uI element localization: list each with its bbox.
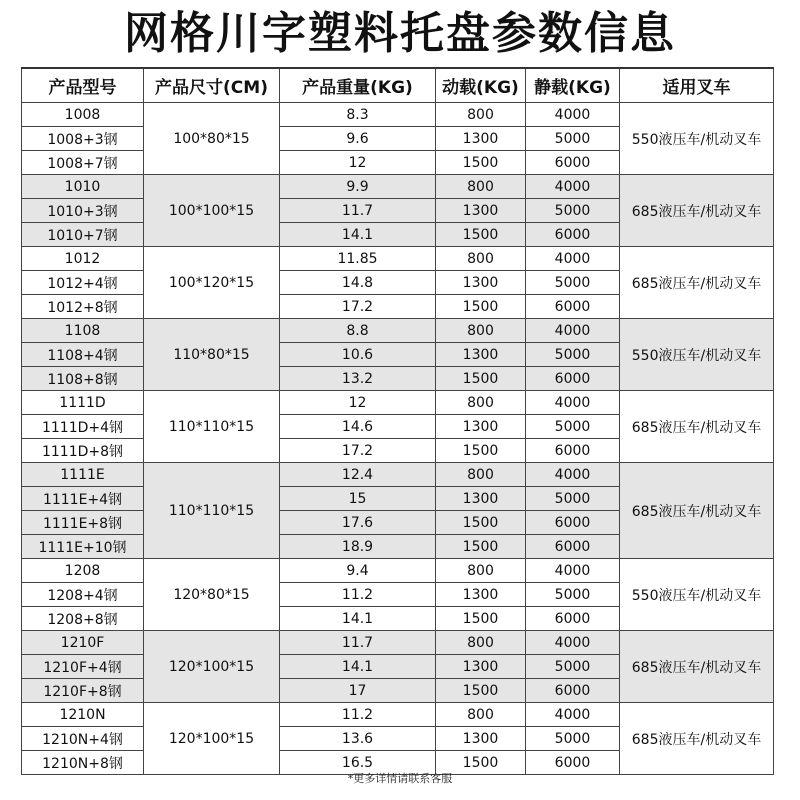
header-weight: 产品重量(KG) [280, 68, 436, 103]
table-row [22, 319, 774, 343]
cell-model: 1010+7钢 [22, 223, 144, 247]
cell-model: 1210N [22, 703, 144, 727]
cell-size: 100*80*15 [144, 103, 280, 175]
cell-weight: 18.9 [280, 535, 436, 559]
cell-model: 1012+8钢 [22, 295, 144, 319]
table-row [22, 247, 774, 271]
cell-model: 1210N+4钢 [22, 727, 144, 751]
cell-weight: 9.4 [280, 559, 436, 583]
cell-weight: 14.1 [280, 607, 436, 631]
cell-static-load: 4000 [526, 103, 620, 127]
cell-weight: 8.8 [280, 319, 436, 343]
cell-dynamic-load: 1500 [436, 679, 526, 703]
cell-static-load: 5000 [526, 127, 620, 151]
table-row [22, 631, 774, 655]
cell-weight: 17.6 [280, 511, 436, 535]
cell-size: 100*120*15 [144, 247, 280, 319]
cell-static-load: 6000 [526, 751, 620, 775]
cell-forklift: 685液压车/机动叉车 [620, 247, 774, 319]
cell-static-load: 5000 [526, 727, 620, 751]
cell-model: 1210F+4钢 [22, 655, 144, 679]
table-row [22, 559, 774, 583]
cell-weight: 10.6 [280, 343, 436, 367]
cell-dynamic-load: 1300 [436, 343, 526, 367]
cell-model: 1111D [22, 391, 144, 415]
cell-weight: 16.5 [280, 751, 436, 775]
cell-model: 1210F+8钢 [22, 679, 144, 703]
cell-dynamic-load: 1300 [436, 127, 526, 151]
table-header-row [22, 68, 774, 103]
cell-forklift: 685液压车/机动叉车 [620, 463, 774, 559]
header-forklift: 适用叉车 [620, 68, 774, 103]
cell-model: 1208+4钢 [22, 583, 144, 607]
cell-forklift: 550液压车/机动叉车 [620, 559, 774, 631]
cell-model: 1008+7钢 [22, 151, 144, 175]
cell-weight: 17 [280, 679, 436, 703]
cell-dynamic-load: 800 [436, 463, 526, 487]
cell-dynamic-load: 1300 [436, 271, 526, 295]
cell-model: 1108+4钢 [22, 343, 144, 367]
cell-size: 120*100*15 [144, 631, 280, 703]
cell-forklift: 685液压车/机动叉车 [620, 175, 774, 247]
cell-weight: 8.3 [280, 103, 436, 127]
cell-static-load: 6000 [526, 439, 620, 463]
cell-weight: 11.85 [280, 247, 436, 271]
cell-dynamic-load: 800 [436, 391, 526, 415]
cell-static-load: 6000 [526, 151, 620, 175]
cell-model: 1111E+10钢 [22, 535, 144, 559]
cell-weight: 14.6 [280, 415, 436, 439]
cell-dynamic-load: 800 [436, 631, 526, 655]
cell-static-load: 4000 [526, 463, 620, 487]
cell-model: 1010 [22, 175, 144, 199]
cell-weight: 17.2 [280, 439, 436, 463]
spec-table [21, 67, 774, 775]
cell-model: 1111E+4钢 [22, 487, 144, 511]
cell-model: 1108+8钢 [22, 367, 144, 391]
header-model: 产品型号 [22, 68, 144, 103]
cell-size: 110*80*15 [144, 319, 280, 391]
cell-model: 1008+3钢 [22, 127, 144, 151]
cell-static-load: 5000 [526, 343, 620, 367]
cell-static-load: 6000 [526, 223, 620, 247]
cell-size: 120*100*15 [144, 703, 280, 775]
cell-weight: 12.4 [280, 463, 436, 487]
cell-model: 1210F [22, 631, 144, 655]
cell-dynamic-load: 800 [436, 247, 526, 271]
cell-dynamic-load: 1500 [436, 751, 526, 775]
cell-dynamic-load: 1500 [436, 607, 526, 631]
cell-model: 1208+8钢 [22, 607, 144, 631]
cell-dynamic-load: 800 [436, 175, 526, 199]
cell-model: 1012 [22, 247, 144, 271]
cell-weight: 14.8 [280, 271, 436, 295]
cell-dynamic-load: 1300 [436, 199, 526, 223]
cell-dynamic-load: 800 [436, 319, 526, 343]
cell-forklift: 550液压车/机动叉车 [620, 319, 774, 391]
cell-static-load: 4000 [526, 703, 620, 727]
cell-dynamic-load: 1300 [436, 487, 526, 511]
cell-size: 120*80*15 [144, 559, 280, 631]
cell-weight: 12 [280, 391, 436, 415]
cell-model: 1108 [22, 319, 144, 343]
cell-static-load: 5000 [526, 583, 620, 607]
cell-dynamic-load: 800 [436, 703, 526, 727]
cell-dynamic-load: 1500 [436, 511, 526, 535]
cell-static-load: 6000 [526, 607, 620, 631]
cell-static-load: 6000 [526, 679, 620, 703]
cell-weight: 11.7 [280, 199, 436, 223]
cell-static-load: 4000 [526, 319, 620, 343]
cell-static-load: 4000 [526, 247, 620, 271]
cell-static-load: 4000 [526, 391, 620, 415]
cell-model: 1111D+8钢 [22, 439, 144, 463]
cell-weight: 17.2 [280, 295, 436, 319]
cell-model: 1111D+4钢 [22, 415, 144, 439]
cell-dynamic-load: 1300 [436, 415, 526, 439]
cell-dynamic-load: 1500 [436, 439, 526, 463]
cell-weight: 14.1 [280, 223, 436, 247]
cell-model: 1210N+8钢 [22, 751, 144, 775]
table-row [22, 175, 774, 199]
cell-static-load: 4000 [526, 175, 620, 199]
header-size: 产品尺寸(CM) [144, 68, 280, 103]
cell-static-load: 6000 [526, 367, 620, 391]
cell-weight: 13.2 [280, 367, 436, 391]
cell-static-load: 5000 [526, 487, 620, 511]
cell-weight: 11.7 [280, 631, 436, 655]
cell-model: 1111E+8钢 [22, 511, 144, 535]
cell-size: 110*110*15 [144, 463, 280, 559]
cell-static-load: 5000 [526, 415, 620, 439]
cell-static-load: 4000 [526, 559, 620, 583]
cell-static-load: 5000 [526, 655, 620, 679]
table-row [22, 703, 774, 727]
footnote: *更多详情请联系客服 [347, 772, 453, 785]
cell-forklift: 685液压车/机动叉车 [620, 703, 774, 775]
cell-dynamic-load: 800 [436, 103, 526, 127]
cell-static-load: 6000 [526, 535, 620, 559]
cell-weight: 11.2 [280, 583, 436, 607]
cell-weight: 14.1 [280, 655, 436, 679]
cell-model: 1010+3钢 [22, 199, 144, 223]
cell-dynamic-load: 1300 [436, 655, 526, 679]
cell-weight: 15 [280, 487, 436, 511]
cell-dynamic-load: 1500 [436, 151, 526, 175]
table-body [22, 103, 774, 775]
cell-dynamic-load: 1300 [436, 583, 526, 607]
cell-dynamic-load: 1500 [436, 223, 526, 247]
cell-static-load: 5000 [526, 271, 620, 295]
cell-weight: 9.6 [280, 127, 436, 151]
header-dynamic-load: 动载(KG) [436, 68, 526, 103]
cell-static-load: 6000 [526, 295, 620, 319]
header-static-load: 静载(KG) [526, 68, 620, 103]
cell-forklift: 550液压车/机动叉车 [620, 103, 774, 175]
cell-static-load: 4000 [526, 631, 620, 655]
cell-size: 100*100*15 [144, 175, 280, 247]
cell-model: 1008 [22, 103, 144, 127]
cell-static-load: 5000 [526, 199, 620, 223]
cell-model: 1012+4钢 [22, 271, 144, 295]
page-title: 网格川字塑料托盘参数信息 [124, 8, 676, 59]
cell-size: 110*110*15 [144, 391, 280, 463]
cell-weight: 9.9 [280, 175, 436, 199]
cell-forklift: 685液压车/机动叉车 [620, 631, 774, 703]
cell-dynamic-load: 1500 [436, 535, 526, 559]
cell-forklift: 685液压车/机动叉车 [620, 391, 774, 463]
cell-weight: 12 [280, 151, 436, 175]
cell-model: 1208 [22, 559, 144, 583]
cell-static-load: 6000 [526, 511, 620, 535]
table-row [22, 391, 774, 415]
cell-weight: 11.2 [280, 703, 436, 727]
cell-dynamic-load: 1500 [436, 367, 526, 391]
cell-weight: 13.6 [280, 727, 436, 751]
cell-dynamic-load: 1500 [436, 295, 526, 319]
table-row [22, 463, 774, 487]
cell-dynamic-load: 800 [436, 559, 526, 583]
cell-model: 1111E [22, 463, 144, 487]
table-row [22, 103, 774, 127]
cell-dynamic-load: 1300 [436, 727, 526, 751]
